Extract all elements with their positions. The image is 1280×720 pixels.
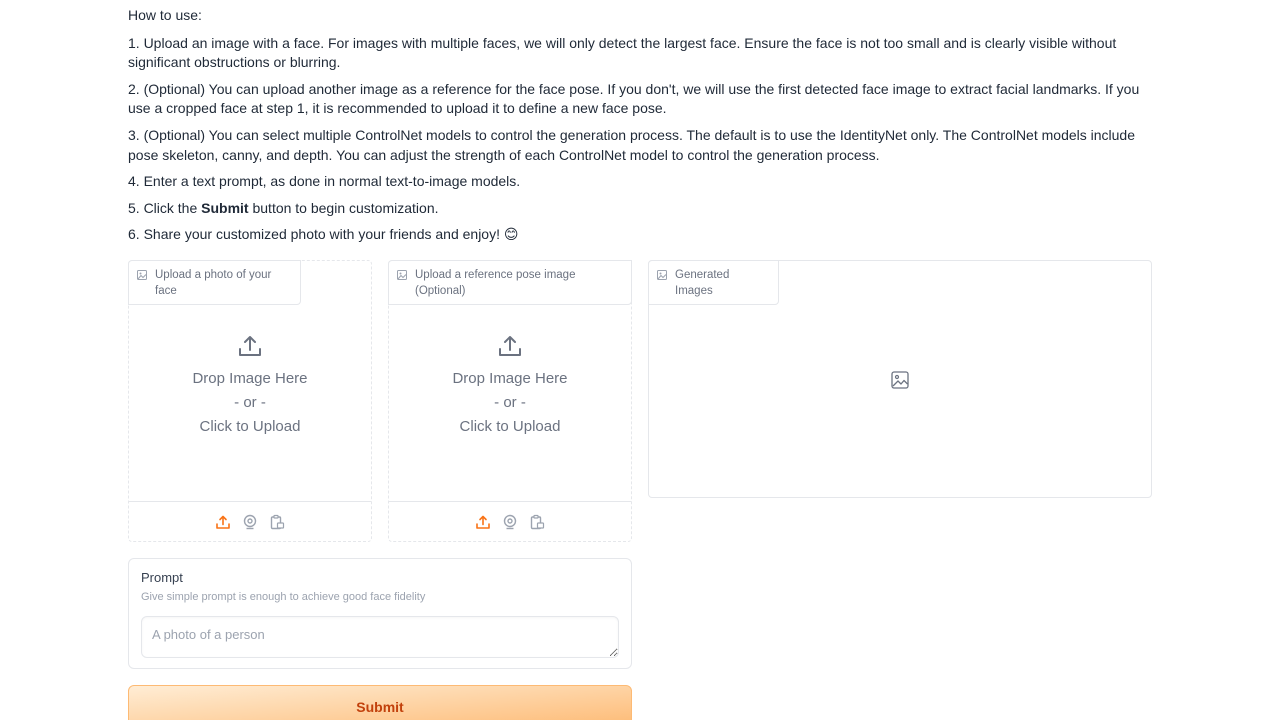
image-icon bbox=[657, 270, 667, 280]
pose-upload-label-text: Upload a reference pose image (Optional) bbox=[415, 269, 576, 297]
prompt-info: Give simple prompt is enough to achieve good face fidelity bbox=[141, 591, 426, 603]
instruction-step-6: 6. Share your customized photo with your friends and enjoy! 😊 bbox=[128, 226, 519, 243]
prompt-input[interactable] bbox=[141, 616, 619, 658]
upload-source-icon bbox=[475, 514, 491, 530]
image-icon bbox=[397, 270, 407, 280]
webcam-icon bbox=[242, 514, 258, 530]
instruction-step-5 bbox=[128, 199, 1152, 219]
prompt-title: Prompt bbox=[141, 570, 183, 585]
or-text: - or - bbox=[494, 394, 526, 411]
clipboard-source-button[interactable] bbox=[269, 514, 285, 530]
prompt-block bbox=[128, 558, 632, 669]
webcam-icon bbox=[502, 514, 518, 530]
webcam-source-button[interactable] bbox=[242, 514, 258, 530]
face-upload-label bbox=[128, 260, 301, 305]
pose-upload-label bbox=[388, 260, 632, 305]
step5-suffix: button to begin customization. bbox=[248, 199, 439, 216]
click-to-upload-text: Click to Upload bbox=[199, 418, 301, 435]
upload-source-icon bbox=[215, 514, 231, 530]
instructions bbox=[128, 6, 1152, 252]
face-drop-zone[interactable] bbox=[129, 333, 371, 439]
instruction-step-1: 1. Upload an image with a face. For images with multiple faces, we will only detect the largest face. Ensure the face is not too small and is clearly visible without significant obstructions or blurring. bbox=[128, 34, 1117, 71]
face-source-bar bbox=[129, 501, 371, 541]
instruction-step-2: 2. (Optional) You can upload another image as a reference for the face pose. If you don't, we will use the first detected face image to extract facial landmarks. If you use a cropped face at step 1, it is recommended to upload it to define a new face pose. bbox=[128, 80, 1140, 117]
clipboard-source-button[interactable] bbox=[529, 514, 545, 530]
submit-button[interactable]: Submit bbox=[128, 685, 632, 720]
pose-drop-zone[interactable] bbox=[389, 333, 631, 439]
generated-images-panel bbox=[648, 260, 1152, 498]
clipboard-icon bbox=[269, 514, 285, 530]
drop-image-text: Drop Image Here bbox=[192, 370, 308, 387]
instruction-step-3: 3. (Optional) You can select multiple ControlNet models to control the generation process. The default is to use the IdentityNet only. The ControlNet models include pose skeleton, canny, and depth. You can adjust the strength of each ControlNet model to control the generation process. bbox=[128, 126, 1136, 163]
pose-upload-panel[interactable] bbox=[388, 260, 632, 542]
pose-source-bar bbox=[389, 501, 631, 541]
drop-image-text: Drop Image Here bbox=[452, 370, 568, 387]
generated-images-label-text: Generated Images bbox=[675, 269, 730, 297]
or-text: - or - bbox=[234, 394, 266, 411]
webcam-source-button[interactable] bbox=[502, 514, 518, 530]
upload-icon bbox=[237, 333, 263, 359]
upload-source-button[interactable] bbox=[475, 514, 491, 530]
step5-prefix: 5. Click the bbox=[128, 199, 202, 216]
instructions-heading: How to use: bbox=[128, 7, 202, 23]
upload-source-button[interactable] bbox=[215, 514, 231, 530]
click-to-upload-text: Click to Upload bbox=[459, 418, 561, 435]
face-upload-label-text: Upload a photo of your face bbox=[155, 269, 272, 297]
face-upload-panel[interactable] bbox=[128, 260, 372, 542]
step5-submit-word: Submit bbox=[201, 199, 249, 216]
empty-image-placeholder-icon bbox=[891, 371, 909, 389]
upload-icon bbox=[497, 333, 523, 359]
generated-images-label bbox=[648, 260, 779, 305]
image-icon bbox=[137, 270, 147, 280]
clipboard-icon bbox=[529, 514, 545, 530]
instruction-step-4: 4. Enter a text prompt, as done in normal text-to-image models. bbox=[128, 173, 521, 190]
